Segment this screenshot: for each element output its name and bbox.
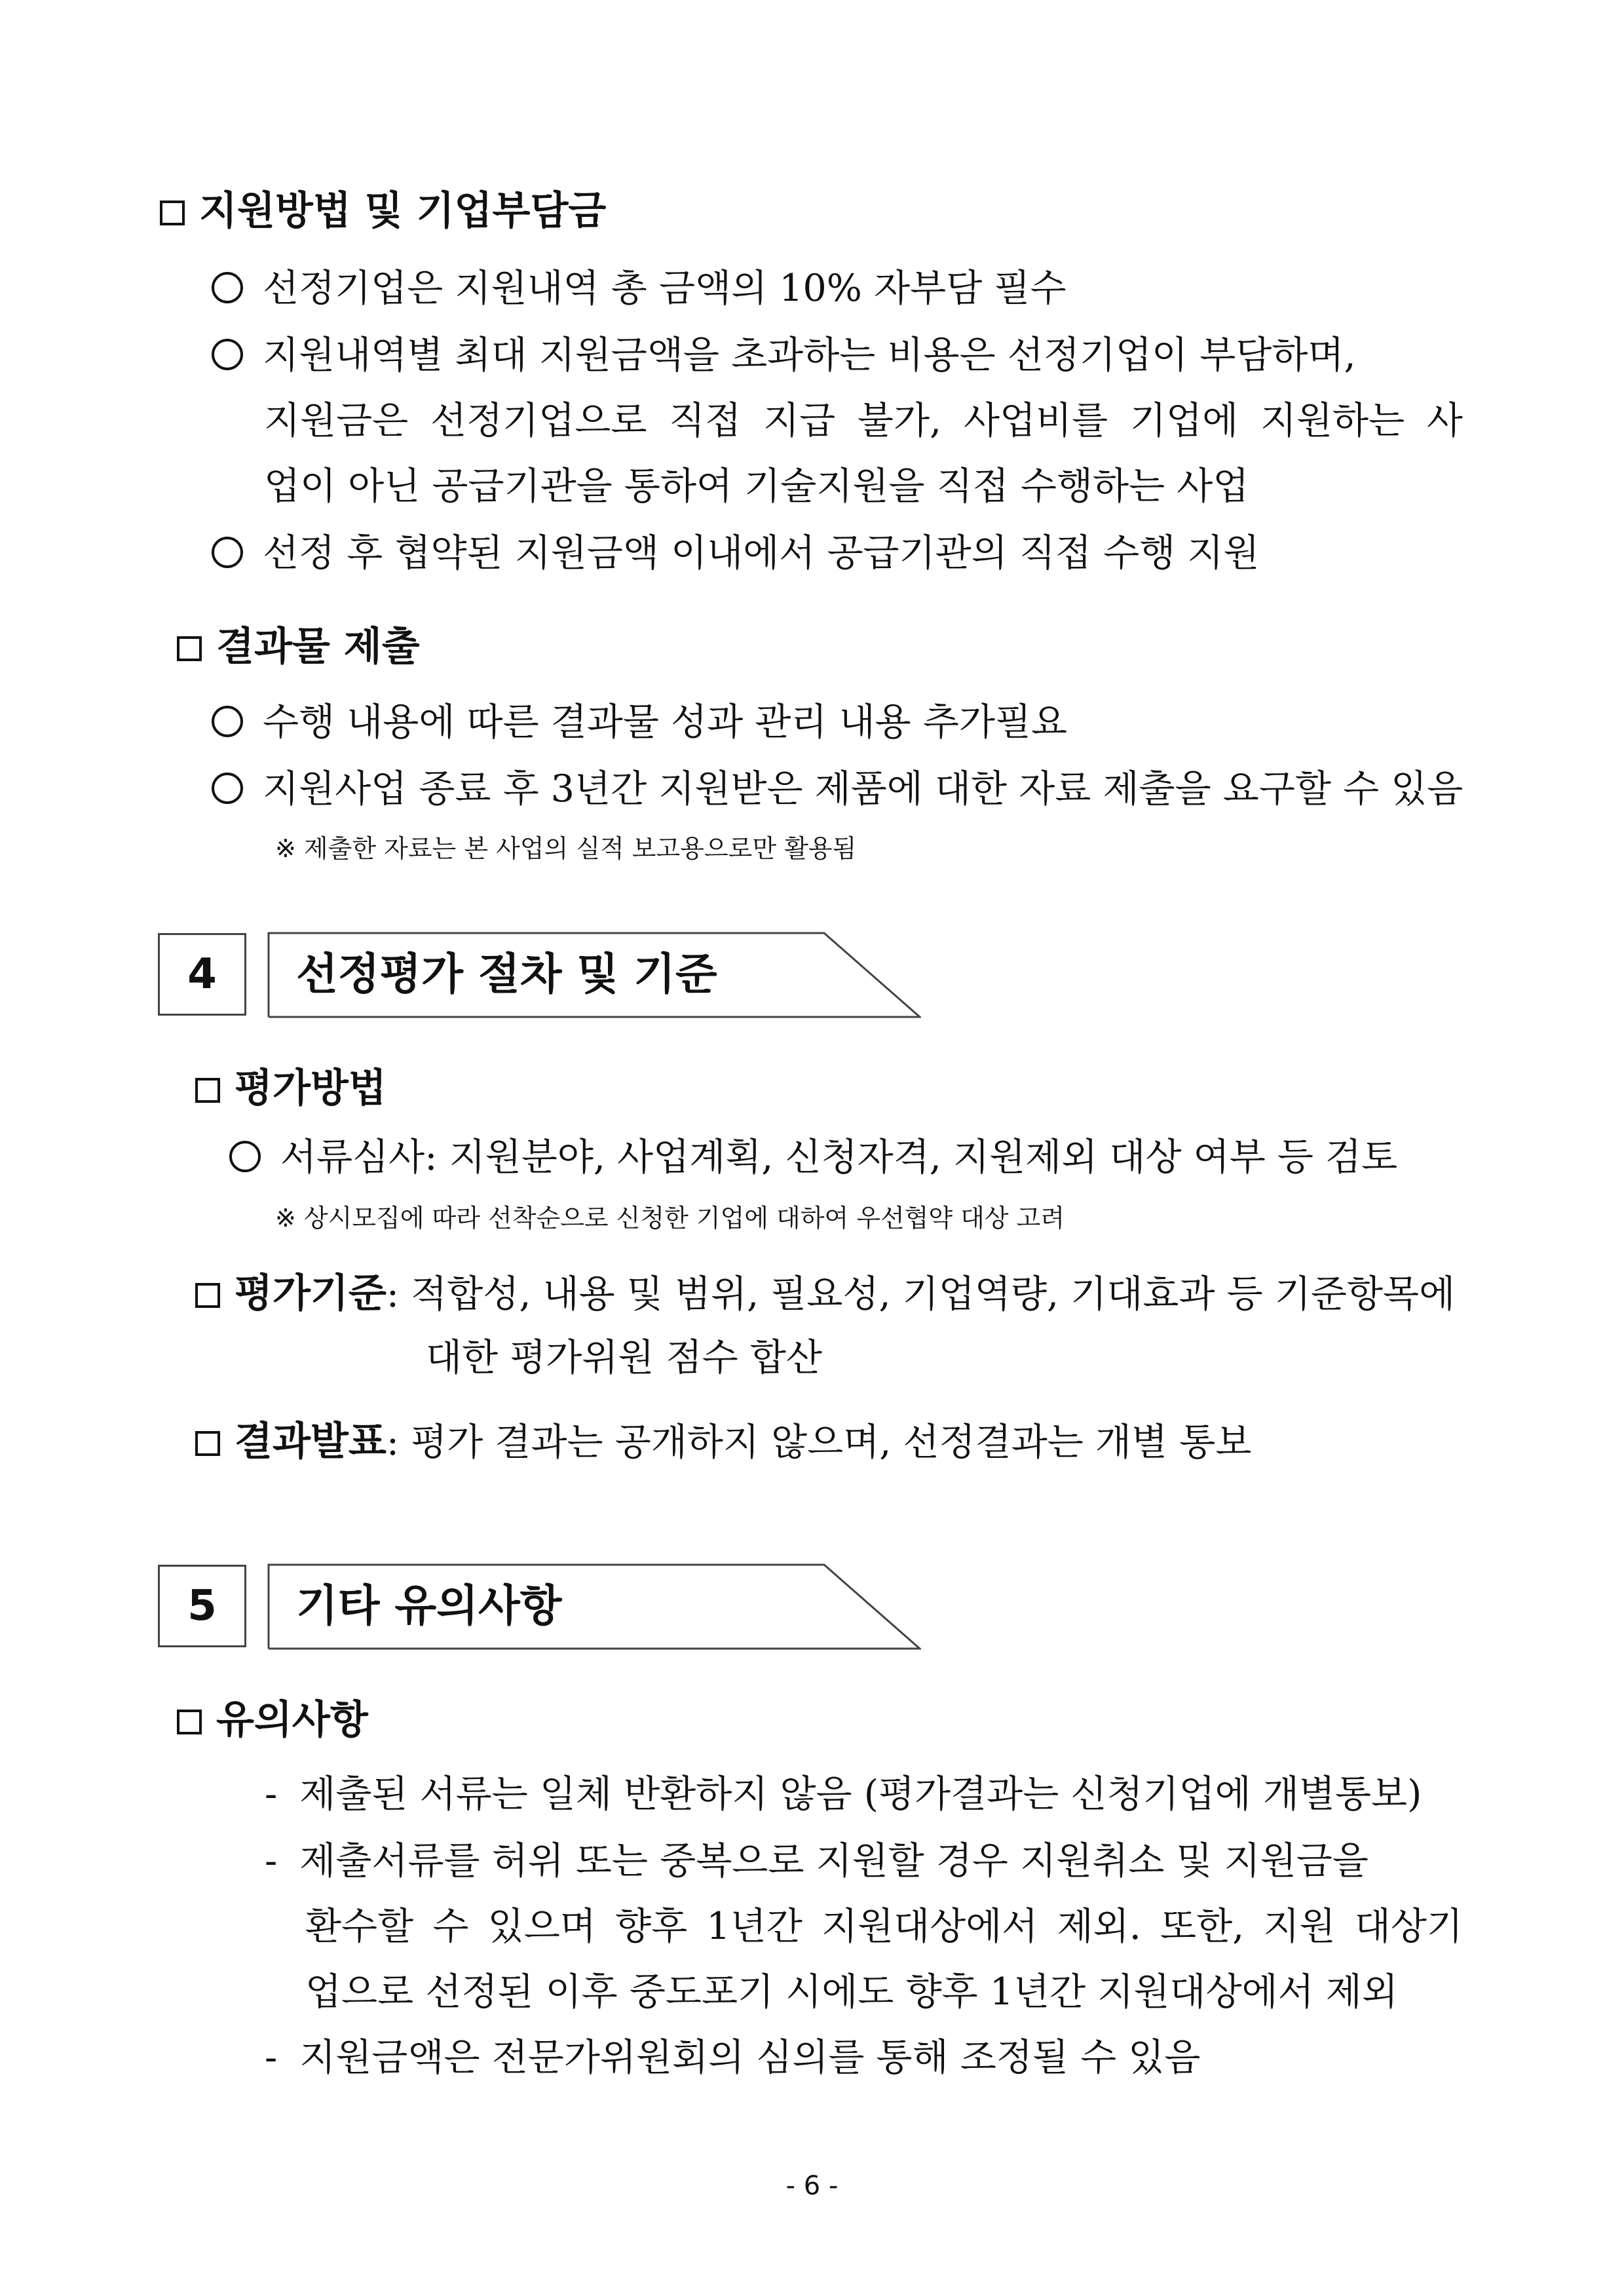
heading-eval-method: 평가방법 [195,1069,387,1108]
circle-bullet-icon [229,1141,261,1172]
dash-bullet-icon: - [265,2036,278,2079]
result-announce-text: : 평가 결과는 공개하지 않으며, 선정결과는 개별 통보 [386,1421,1252,1464]
circle-bullet-icon [212,706,243,737]
eval-criteria [195,1271,1456,1316]
note: ※ 제출한 자료는 본 사업의 실적 보고용으로만 활용됨 [275,834,857,863]
section-number: 4 [158,933,246,1016]
list-item-continuation: 환수할 수 있으며 향후 1년간 지원대상에서 제외. 또한, 지원 대상기 [305,1905,1463,1948]
heading-results-submission: 결과물 제출 [177,627,420,666]
list-item: 서류심사: 지원분야, 사업계획, 신청자격, 지원제외 대상 여부 등 검토 [229,1139,1397,1176]
eval-criteria-text: : 적합성, 내용 및 범위, 필요성, 기업역량, 기대효과 등 기준항목에 [386,1272,1456,1316]
checkbox-icon [177,636,202,661]
result-announce-heading: 결과발표 [235,1419,387,1464]
list-item: - 제출된 서류는 일체 반환하지 않음 (평가결과는 신청기업에 개별통보) [265,1772,1422,1816]
list-item: 선정 후 협약된 지원금액 이내에서 공급기관의 직접 수행 지원 [212,535,1260,572]
section-title: 기타 유의사항 [296,1580,562,1631]
list-item: 선정기업은 지원내역 총 금액의 10% 자부담 필수 [212,270,1067,307]
list-item: - 제출서류를 허위 또는 중복으로 지원할 경우 지원취소 및 지원금을 [265,1839,1369,1883]
list-item-continuation: 업으로 선정된 이후 중도포기 시에도 향후 1년간 지원대상에서 제외 [305,1970,1398,2014]
circle-bullet-icon [212,537,243,568]
section-number: 5 [158,1565,246,1647]
dash-bullet-icon: - [265,1772,278,1816]
result-announce [195,1419,1252,1464]
checkbox-icon [177,1710,202,1734]
eval-criteria-continuation: 대한 평가위원 점수 합산 [426,1336,822,1379]
heading-support-method: 지원방법 및 기업부담금 [160,191,606,231]
list-item: 지원내역별 최대 지원금액을 초과하는 비용은 선정기업이 부담하며, [212,337,1356,374]
list-item-continuation: 업이 아닌 공급기관을 통하여 기술지원을 직접 수행하는 사업 [264,465,1249,508]
page-number: - 6 - [785,2171,839,2201]
circle-bullet-icon [212,773,243,804]
section-title: 선정평가 절차 및 기준 [296,949,717,999]
eval-criteria-heading: 평가기준 [235,1271,387,1316]
dash-bullet-icon: - [265,1839,278,1883]
circle-bullet-icon [212,339,243,370]
list-item: 수행 내용에 따른 결과물 성과 관리 내용 추가필요 [212,704,1067,741]
note: ※ 상시모집에 따라 선착순으로 신청한 기업에 대하여 우선협약 대상 고려 [275,1204,1065,1233]
heading-notes: 유의사항 [177,1700,368,1740]
list-item: - 지원금액은 전문가위원회의 심의를 통해 조정될 수 있음 [265,2036,1201,2079]
checkbox-icon [160,201,185,225]
circle-bullet-icon [212,272,243,303]
checkbox-icon [195,1431,220,1456]
list-item: 지원사업 종료 후 3년간 지원받은 제품에 대한 자료 제출을 요구할 수 있음 [212,771,1463,808]
list-item-continuation: 지원금은 선정기업으로 직접 지급 불가, 사업비를 기업에 지원하는 사 [264,399,1463,442]
checkbox-icon [195,1283,220,1308]
checkbox-icon [195,1078,220,1103]
